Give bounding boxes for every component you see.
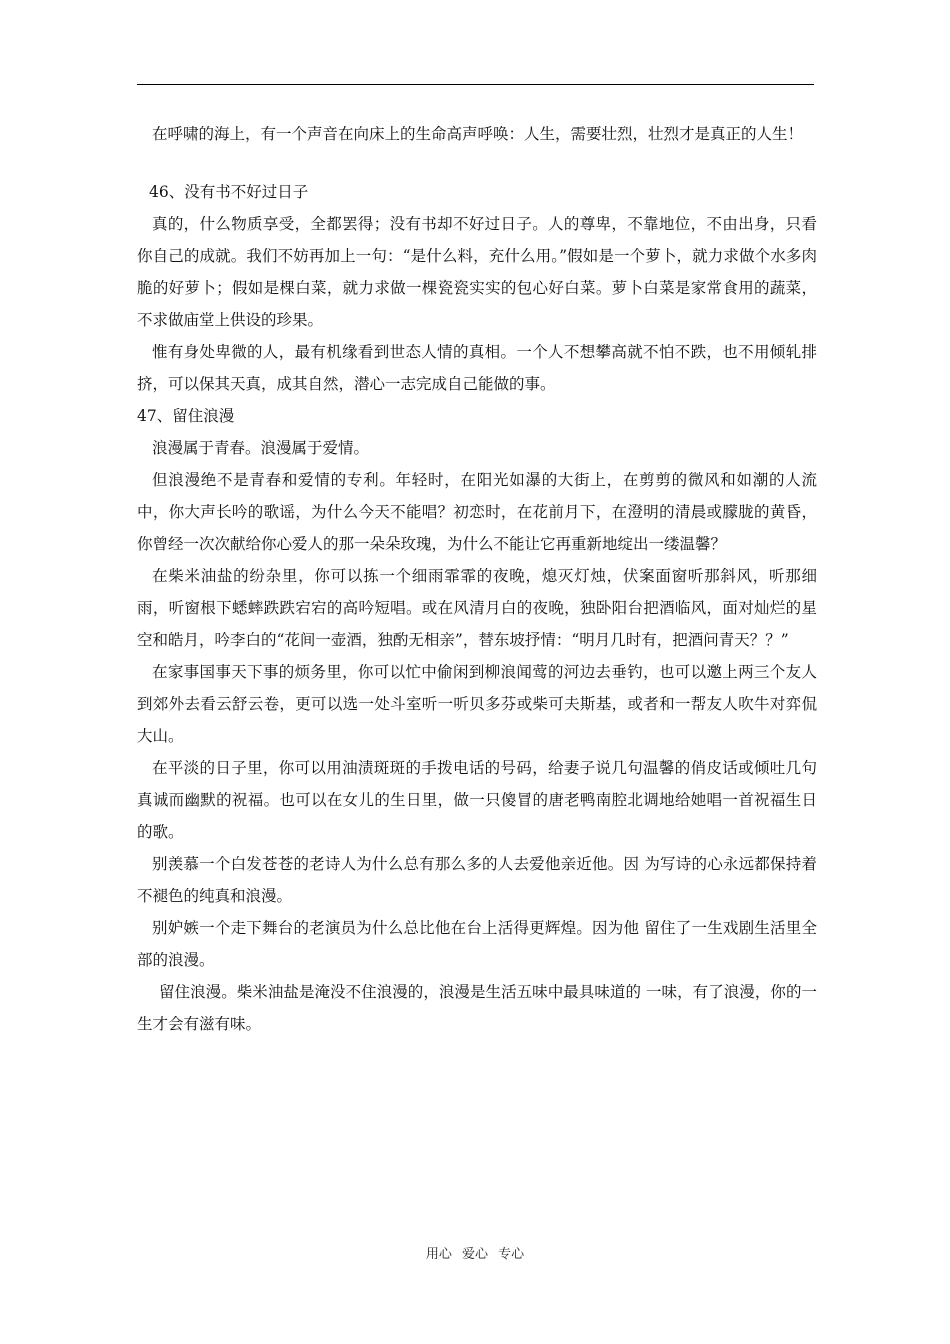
section-47-paragraph-6: 别羡慕一个白发苍苍的老诗人为什么总有那么多的人去爱他亲近他。因 为写诗的心永远都保持着不褪色的纯真和浪漫。 bbox=[137, 855, 817, 905]
section-47-paragraph-7: 别妒嫉一个走下舞台的老演员为什么总比他在台上活得更辉煌。因为他 留住了一生戏剧生活里全部的浪漫。 bbox=[137, 919, 817, 969]
section-47-paragraph-2: 但浪漫绝不是青春和爱情的专利。年轻时，在阳光如瀑的大街上，在剪剪的微风和如潮的人流中，你大声长吟的歌谣，为什么今天不能唱？初恋时，在花前月下，在澄明的清晨或朦胧的黄昏，你曾经一次次献给你心爱人的那一朵朵玫瑰，为什么不能让它再重新地绽出一缕温馨？ bbox=[137, 471, 817, 553]
section-47-heading: 47、留住浪漫 bbox=[137, 407, 235, 425]
document-body bbox=[137, 118, 817, 1040]
section-46-paragraph-2: 惟有身处卑微的人，最有机缘看到世态人情的真相。一个人不想攀高就不怕不跌，也不用倾轧排挤，可以保其天真，成其自然，潜心一志完成自己能做的事。 bbox=[137, 343, 817, 393]
section-46-heading: 46、没有书不好过日子 bbox=[149, 183, 309, 201]
section-46-paragraph-1: 真的，什么物质享受，全都罢得；没有书却不好过日子。人的尊卑，不靠地位，不由出身，只看你自己的成就。我们不妨再加上一句：“是什么料，充什么用。”假如是一个萝卜，就力求做个水多肉脆的好萝卜；假如是棵白菜，就力求做一棵瓷瓷实实的包心好白菜。萝卜白菜是家常食用的蔬菜，不求做庙堂上供设的珍果。 bbox=[137, 215, 817, 329]
page-footer: 用心 爱心 专心 bbox=[425, 1247, 525, 1262]
section-47-paragraph-4: 在家事国事天下事的烦务里，你可以忙中偷闲到柳浪闻莺的河边去垂钓，也可以邀上两三个友人到郊外去看云舒云卷，更可以选一处斗室听一听贝多芬或柴可夫斯基，或者和一帮友人吹牛对弈侃大山。 bbox=[137, 663, 817, 745]
header-rule bbox=[137, 84, 814, 85]
section-47-paragraph-5: 在平淡的日子里，你可以用油渍斑斑的手拨电话的号码，给妻子说几句温馨的俏皮话或倾吐几句真诚而幽默的祝福。也可以在女儿的生日里，做一只傻冒的唐老鸭南腔北调地给她唱一首祝福生日的歌。 bbox=[137, 759, 817, 841]
section-47-paragraph-8: 留住浪漫。柴米油盐是淹没不住浪漫的，浪漫是生活五味中最具味道的 一味，有了浪漫，你的一生才会有滋有味。 bbox=[137, 983, 817, 1033]
section-47-paragraph-3: 在柴米油盐的纷杂里，你可以拣一个细雨霏霏的夜晚，熄灭灯烛，伏案面窗听那斜风，听那细雨，听窗根下蟋蟀跌跌宕宕的高吟短唱。或在风清月白的夜晚，独卧阳台把酒临风，面对灿烂的星空和皓月，吟李白的“花间一壶酒，独酌无相亲”，替东坡抒情：“明月几时有，把酒问青天？？” bbox=[137, 567, 817, 649]
intro-line: 在呼啸的海上，有一个声音在向床上的生命高声呼唤：人生，需要壮烈，壮烈才是真正的人生！ bbox=[152, 125, 804, 143]
section-47-paragraph-1: 浪漫属于青春。浪漫属于爱情。 bbox=[152, 439, 370, 457]
